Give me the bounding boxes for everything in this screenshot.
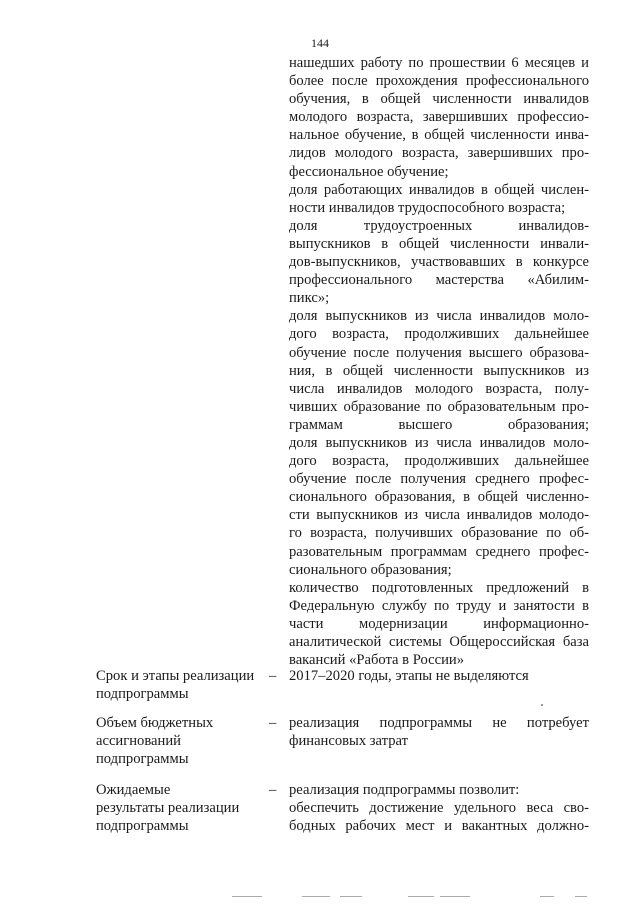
indicator-line: сионального образования, в общей численно- [289, 489, 589, 506]
indicator-line: обучения, в общей численности инвалидов [289, 91, 589, 108]
dash-separator: – [269, 715, 277, 731]
dash-separator: – [269, 668, 277, 684]
row-label [96, 714, 266, 768]
indicator-line: количество подготовленных предложений в [289, 579, 589, 596]
scan-mark [408, 896, 434, 897]
label-line: результаты реализации [96, 800, 240, 817]
row-value [289, 667, 589, 685]
indicator-line: доля работающих инвалидов в общей числен- [289, 181, 589, 198]
indicator-line: нальное обучение, в общей численности инва- [289, 127, 589, 144]
indicator-line: дого возраста, продолживших дальнейшее [289, 453, 589, 470]
row-label [96, 781, 266, 835]
indicator-line: лидов молодого возраста, завершивших про- [289, 145, 589, 162]
indicator-line: граммам высшего образования; [289, 416, 589, 433]
indicator-line: сионального образования; [289, 561, 452, 578]
indicator-line: профессионального мастерства «Абилим- [289, 272, 589, 289]
indicator-line: обучение после получения среднего профес- [289, 471, 589, 488]
label-line: Объем бюджетных [96, 715, 214, 731]
scan-mark [575, 896, 587, 897]
value-line: реализация подпрограммы не потребует [289, 715, 589, 731]
row-label [96, 667, 266, 703]
label-line: ассигнований [96, 733, 181, 750]
value-line: финансовых затрат [289, 733, 408, 750]
page-number: 144 [311, 36, 329, 50]
label-line: подпрограммы [96, 818, 189, 835]
row-value [289, 781, 589, 835]
indicator-line: молодого возраста, завершивших профессио- [289, 109, 589, 126]
indicator-line: го возраста, получивших образование по об- [289, 525, 589, 542]
value-line: реализация подпрограммы позволит: [289, 782, 520, 798]
label-line: Ожидаемые [96, 782, 171, 798]
label-line: Срок и этапы реализации [96, 668, 255, 684]
scan-mark [540, 896, 554, 897]
indicator-line: ности инвалидов трудоспособного возраста; [289, 199, 566, 216]
scan-speck [541, 704, 543, 706]
indicator-line: сти выпускников из числа инвалидов молодо- [289, 507, 589, 524]
row-value [289, 714, 589, 750]
indicator-line: аналитической системы Общероссийская база [289, 634, 589, 650]
indicator-line: пикс»; [289, 290, 330, 307]
indicator-line: вакансий «Работа в России» [289, 652, 465, 669]
indicator-line: доля выпускников из числа инвалидов моло- [289, 434, 589, 451]
value-line: обеспечить достижение удельного веса сво- [289, 800, 589, 817]
indicators-list [289, 54, 589, 669]
indicator-line: выпускников в общей численности инвали- [289, 235, 589, 252]
indicator-line: доля трудоустроенных инвалидов- [289, 217, 589, 234]
scan-mark [232, 896, 262, 897]
indicator-line: фессиональное обучение; [289, 163, 449, 180]
indicator-line: разовательным программам среднего профес- [289, 543, 589, 560]
indicator-line: Федеральную службу по труду и занятости в [289, 597, 589, 614]
value-line: бодных рабочих мест и вакантных должно- [289, 818, 589, 835]
label-line: подпрограммы [96, 686, 189, 703]
scan-mark [340, 896, 362, 897]
indicator-line: обучение после получения высшего образова- [289, 344, 589, 361]
indicator-line: ния, в общей численности выпускников из [289, 362, 589, 379]
indicator-line: доля выпускников из числа инвалидов моло- [289, 308, 589, 325]
dash-separator: – [269, 782, 277, 798]
scan-artifacts [0, 896, 640, 902]
value-line: 2017–2020 годы, этапы не выделяются [289, 668, 529, 684]
indicator-line: дов-выпускников, участвовавших в конкурсе [289, 254, 589, 271]
label-line: подпрограммы [96, 751, 189, 768]
scan-mark [302, 896, 330, 897]
indicator-line: части модернизации информационно- [289, 615, 589, 632]
indicator-line: чивших образование по образовательным про- [289, 398, 589, 415]
indicator-line: числа инвалидов молодого возраста, полу- [289, 380, 589, 397]
indicator-line: более после прохождения профессионального [289, 73, 589, 90]
scan-mark [440, 896, 470, 897]
indicator-line: нашедших работу по прошествии 6 месяцев и [289, 55, 589, 71]
indicator-line: дого возраста, продолживших дальнейшее [289, 326, 589, 343]
